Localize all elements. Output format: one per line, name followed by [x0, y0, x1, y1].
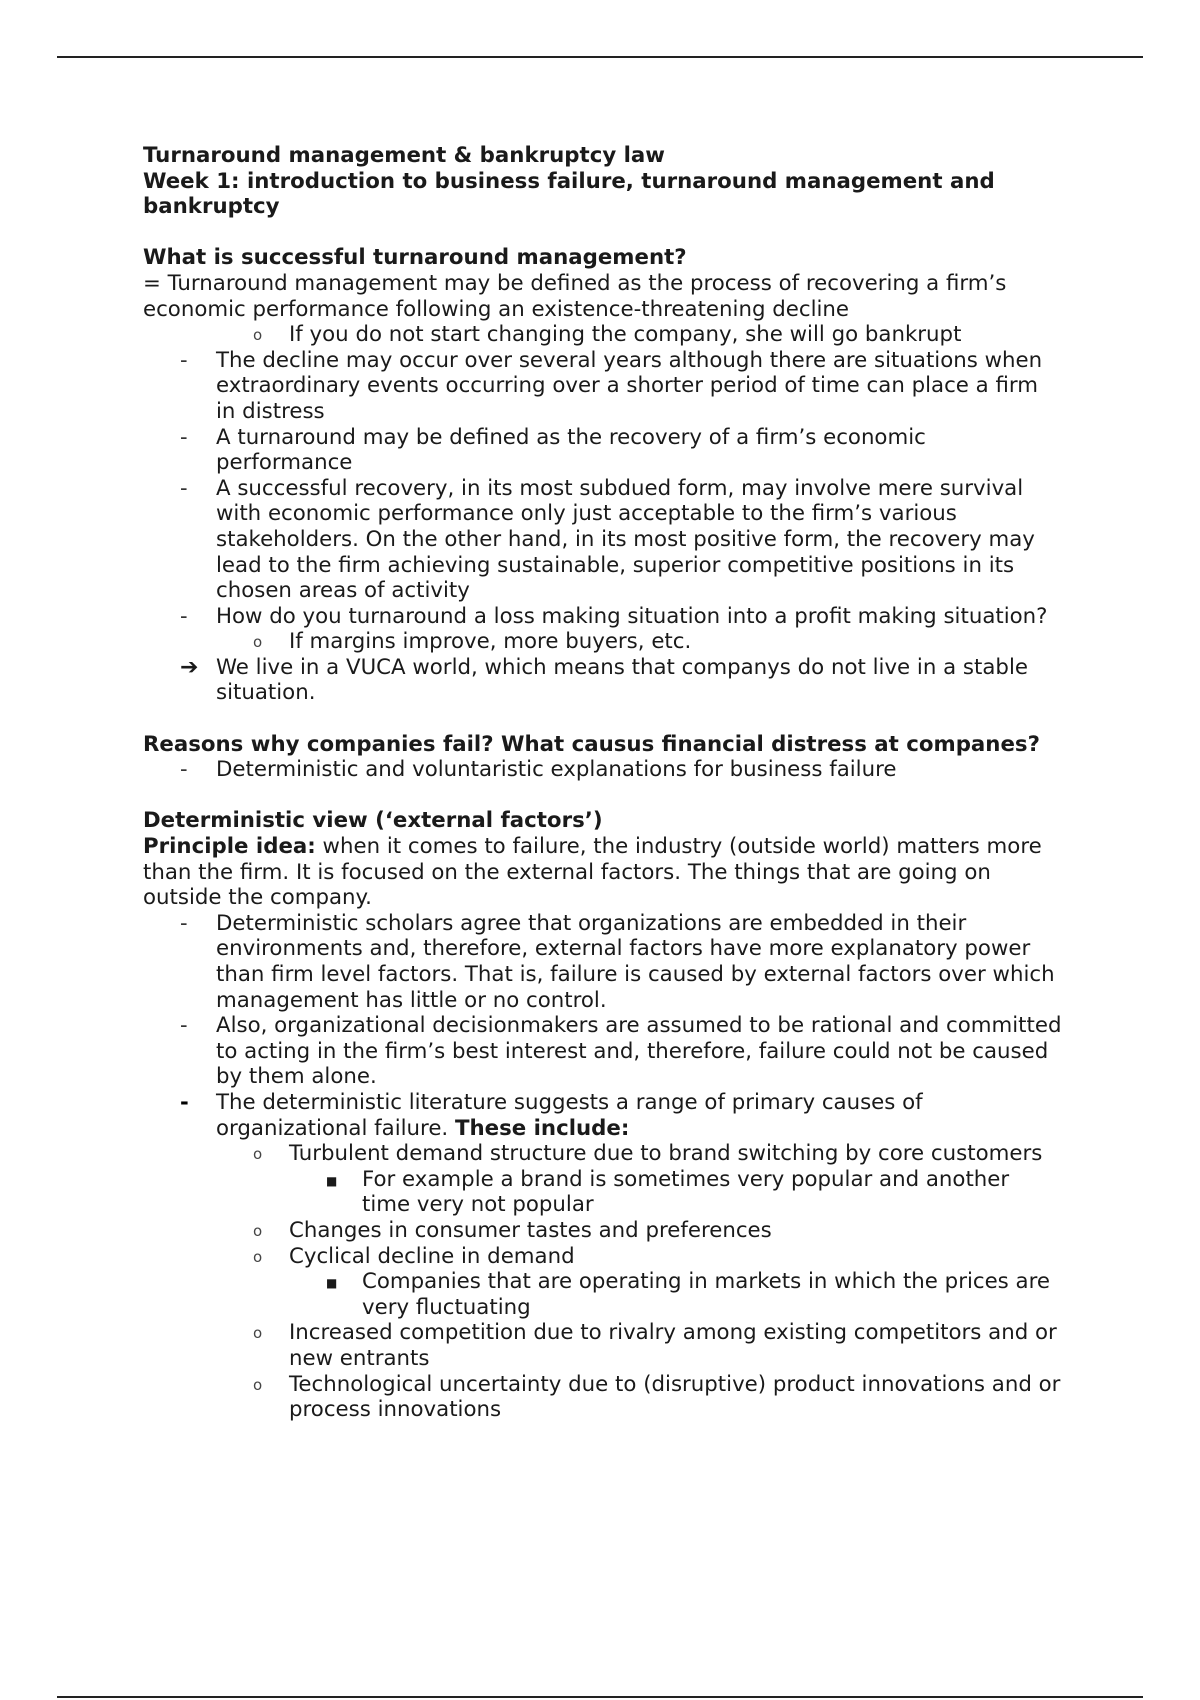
list-item-text: How do you turnaround a loss making situation into a profit making situation? — [216, 603, 1048, 629]
list-item-text: If margins improve, more buyers, etc. — [289, 629, 692, 655]
list-item — [143, 1244, 1063, 1270]
list-item — [143, 348, 1063, 425]
document-body — [143, 143, 1063, 1423]
circle-bullet-icon: o — [253, 633, 263, 652]
circle-bullet-icon: o — [253, 1247, 263, 1266]
dash-bullet-icon: - — [180, 347, 188, 372]
list-item — [143, 1013, 1063, 1090]
dash-bullet-icon: - — [180, 424, 188, 449]
dash-bullet-icon: - — [180, 1013, 188, 1038]
list-item — [143, 1167, 1063, 1218]
dash-bullet-icon: - — [180, 757, 188, 782]
list-item-text: A turnaround may be defined as the recovery of a firm’s economic performance — [216, 424, 926, 476]
list-item — [143, 1269, 1063, 1320]
list-item — [143, 425, 1063, 476]
dash-bullet-icon: - — [180, 475, 188, 500]
list-item — [143, 1372, 1063, 1423]
list-item-text: Also, organizational decisionmakers are assumed to be rational and committed to acting in the firm’s best interest and, therefore, failure could not be caused by them alone. — [216, 1013, 1062, 1090]
list-item — [143, 322, 1063, 348]
list-item — [143, 1141, 1063, 1167]
section-heading-reasons: Reasons why companies fail? What causus financial distress at companes? — [143, 731, 1040, 757]
list-item — [143, 911, 1063, 1013]
list-item-text: The deterministic literature suggests a range of primary causes of organizational failure. These include: — [216, 1089, 923, 1141]
list-item-text: Cyclical decline in demand — [289, 1243, 575, 1269]
list-item — [143, 655, 1063, 706]
circle-bullet-icon: o — [253, 1145, 263, 1164]
document-title: Turnaround management & bankruptcy law — [143, 143, 665, 168]
dash-bullet-icon: - — [180, 1089, 189, 1114]
list-item-text: For example a brand is sometimes very popular and another time very not popular — [362, 1166, 1010, 1218]
list-item-text: If you do not start changing the company, she will go bankrupt — [289, 322, 962, 348]
arrow-bullet-icon: ➔ — [180, 654, 199, 680]
section-heading-deterministic: Deterministic view (‘external factors’) — [143, 808, 603, 834]
square-bullet-icon: ■ — [326, 1276, 338, 1291]
list-item-text: Deterministic and voluntaristic explanations for business failure — [216, 757, 897, 783]
list-item — [143, 1320, 1063, 1371]
list-item-text: We live in a VUCA world, which means that companys do not live in a stable situation. — [216, 654, 1028, 706]
circle-bullet-icon: o — [253, 1375, 263, 1394]
footer-rule — [57, 1696, 1143, 1698]
list-item — [143, 604, 1063, 630]
header-rule — [57, 56, 1143, 58]
list-item-text: Changes in consumer tastes and preferences — [289, 1217, 772, 1243]
dash-bullet-icon: - — [180, 603, 188, 628]
principle-label: Principle idea: — [143, 834, 316, 860]
list-item — [143, 1090, 1063, 1141]
list-item-text: Deterministic scholars agree that organizations are embedded in their environments and, therefore, external factors have more explanatory power than firm level factors. That is, failure is caused by external factors over which management has little or no control. — [216, 910, 1055, 1013]
circle-bullet-icon: o — [253, 326, 263, 345]
document-subtitle: Week 1: introduction to business failure, turnaround management and bankruptcy — [143, 168, 995, 220]
circle-bullet-icon: o — [253, 1324, 263, 1343]
circle-bullet-icon: o — [253, 1221, 263, 1240]
list-item — [143, 757, 1063, 783]
list-item — [143, 476, 1063, 604]
list-item-text: A successful recovery, in its most subdued form, may involve mere survival with economic performance only just acceptable to the firm’s various stakeholders. On the other hand, in its most positive form, the recovery may lead to the firm achieving sustainable, superior competitive positions in its chosen areas of activity — [216, 475, 1035, 604]
list-item-text: Companies that are operating in markets in which the prices are very fluctuating — [362, 1269, 1050, 1320]
principle-paragraph — [143, 834, 1063, 911]
list-item-text: Turbulent demand structure due to brand switching by core customers — [289, 1141, 1043, 1167]
section-heading-turnaround: What is successful turnaround management? — [143, 245, 687, 271]
definition-text: = Turnaround management may be defined as the process of recovering a firm’s economic performance following an existence-threatening decline — [143, 270, 1007, 322]
list-item — [143, 1218, 1063, 1244]
list-item-text: Increased competition due to rivalry among existing competitors and or new entrants — [289, 1320, 1057, 1371]
dash-bullet-icon: - — [180, 910, 188, 935]
square-bullet-icon: ■ — [326, 1173, 338, 1188]
list-item — [143, 629, 1063, 655]
list-item-text: The decline may occur over several years although there are situations when extraordinary events occurring over a shorter period of time can place a firm in distress — [216, 347, 1043, 424]
principle-text: when it comes to failure, the industry (outside world) matters more than the firm. It is focused on the external factors. The things that are going on outside the company. — [143, 834, 1042, 911]
list-item-text: Technological uncertainty due to (disruptive) product innovations and or process innovations — [289, 1371, 1061, 1423]
